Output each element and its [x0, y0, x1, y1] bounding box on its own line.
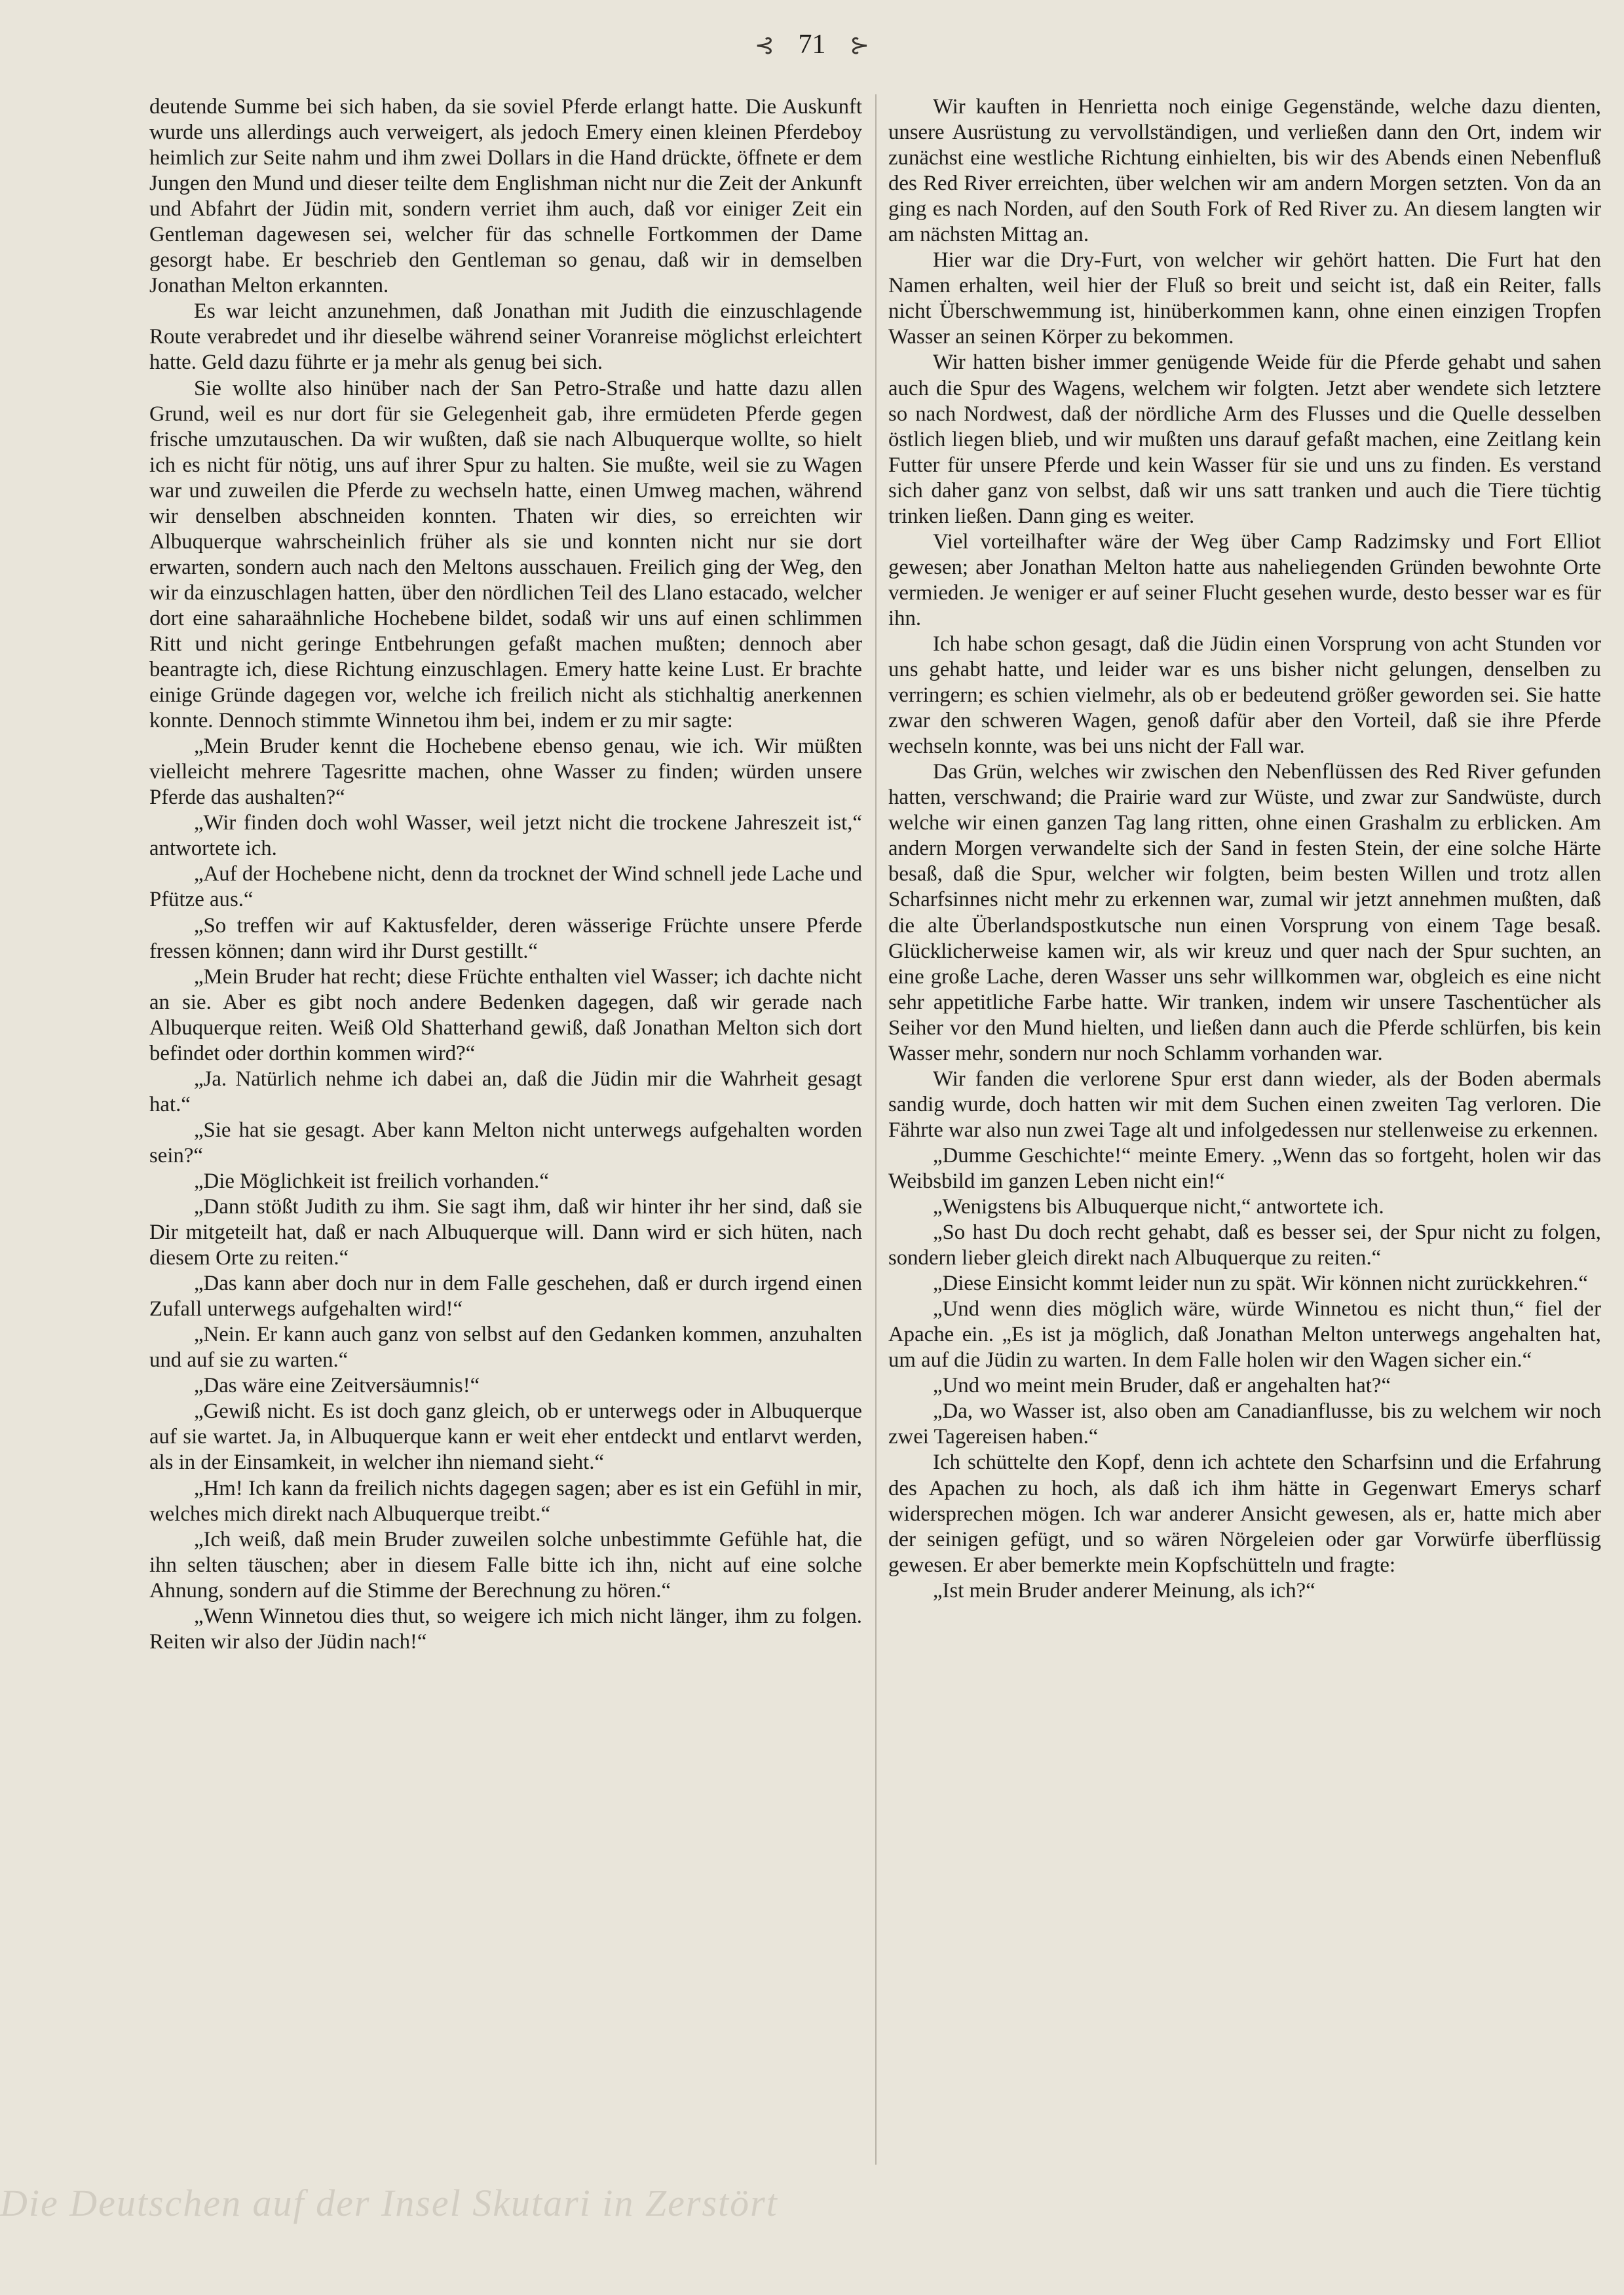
page-header [0, 25, 1624, 65]
page-number: 71 [798, 29, 826, 60]
paragraph: Es war leicht anzunehmen, daß Jonathan mit Judith die einzuschlagende Route verabredet und ihr dieselbe während seiner Voranreise möglichst erleichtert hatte. Geld dazu führte er ja mehr als genug bei sich. [149, 299, 862, 375]
right-ornament-icon: ⊱ [850, 32, 870, 58]
right-column [888, 94, 1601, 1604]
paragraph: „Auf der Hochebene nicht, denn da trocknet der Wind schnell jede Lache und Pfütze aus.“ [149, 862, 862, 912]
paragraph: Wir hatten bisher immer genügende Weide für die Pferde gehabt und sahen auch die Spur des Wagens, welchem wir folgten. Jetzt aber wendete sich letztere so nach Nordwest, daß der nördliche Arm des Flusses und die Quelle desselben östlich liegen blieb, und wir mußten uns darauf gefaßt machen, eine Zeitlang kein Futter für unsere Pferde und kein Wasser für sie und uns zu finden. Es verstand sich daher ganz von selbst, daß wir uns satt tranken und auch die Tiere tüchtig trinken ließen. Dann ging es weiter. [888, 351, 1601, 528]
column-divider [875, 94, 877, 2165]
paragraph: Wir fanden die verlorene Spur erst dann wieder, als der Boden abermals sandig wurde, doch hatten wir mit dem Suchen einen zweiten Tag verloren. Die Fährte war also nun zwei Tage alt und infolgedessen nur stellenweise zu erkennen. [888, 1067, 1601, 1142]
paragraph: „Ja. Natürlich nehme ich dabei an, daß die Jüdin mir die Wahrheit gesagt hat.“ [149, 1067, 862, 1116]
paragraph: „Wenn Winnetou dies thut, so weigere ich mich nicht länger, ihm zu folgen. Reiten wir also der Jüdin nach!“ [149, 1604, 862, 1654]
paragraph: Ich habe schon gesagt, daß die Jüdin einen Vorsprung von acht Stunden vor uns gehabt hatte, und leider war es uns bisher nicht gelungen, denselben zu verringern; es schien vielmehr, als ob er bedeutend größer geworden sei. Sie hatte zwar den schweren Wagen, genoß dafür aber den Vorteil, daß sie ihre Pferde wechseln konnte, was bei uns nicht der Fall war. [888, 632, 1601, 759]
left-ornament-icon: ⊰ [754, 32, 774, 58]
paragraph: „Ich weiß, daß mein Bruder zuweilen solche unbestimmte Gefühle hat, die ihn selten täuschen; aber in diesem Falle bitte ich ihn, nicht auf eine solche Ahnung, sondern auf die Stimme der Berechnung zu hören.“ [149, 1527, 862, 1603]
paragraph: „Da, wo Wasser ist, also oben am Canadianflusse, bis zu welchem wir noch zwei Tagereisen haben.“ [888, 1399, 1601, 1449]
paragraph: „Das kann aber doch nur in dem Falle geschehen, daß er durch irgend einen Zufall unterwegs aufgehalten wird!“ [149, 1272, 862, 1321]
paragraph: „Nein. Er kann auch ganz von selbst auf den Gedanken kommen, anzuhalten und auf sie zu warten.“ [149, 1323, 862, 1373]
paragraph: „So hast Du doch recht gehabt, daß es besser sei, der Spur nicht zu folgen, sondern lieber gleich direkt nach Albuquerque zu reiten.“ [888, 1221, 1601, 1270]
paragraph: deutende Summe bei sich haben, da sie soviel Pferde erlangt hatte. Die Auskunft wurde uns allerdings auch verweigert, als jedoch Emery einen kleinen Pferdeboy heimlich zur Seite nahm und ihm zwei Dollars in die Hand drückte, öffnete er dem Jungen den Mund und dieser teilte dem Englishman nicht nur die Zeit der Ankunft und Abfahrt der Jüdin mit, sondern verriet ihm auch, daß vor einiger Zeit ein Gentleman dagewesen sei, welcher für das schnelle Fortkommen der Dame gesorgt habe. Er beschrieb den Gentleman so genau, daß wir in demselben Jonathan Melton erkannten. [149, 95, 862, 298]
paragraph: „Und wo meint mein Bruder, daß er angehalten hat?“ [933, 1374, 1391, 1398]
paragraph: „Dann stößt Judith zu ihm. Sie sagt ihm, daß wir hinter ihr her sind, daß sie Dir mitgeteilt hat, daß er nach Albuquerque will. Dann wird er sich hüten, nach diesem Orte zu reiten.“ [149, 1195, 862, 1270]
paragraph: „Gewiß nicht. Es ist doch ganz gleich, ob er unterwegs oder in Albuquerque auf sie wartet. Ja, in Albuquerque kann er weit eher entdeckt und entlarvt werden, als in der Einsamkeit, in welcher ihn niemand sieht.“ [149, 1399, 862, 1475]
faded-show-through-text: Die Deutschen auf der Insel Skutari in Zerstört [0, 2182, 778, 2224]
paragraph: Hier war die Dry-Furt, von welcher wir gehört hatten. Die Furt hat den Namen erhalten, weil hier der Fluß so breit und seicht ist, daß ein Reiter, falls nicht Überschwemmung ist, hinüberkommen kann, ohne einen einzigen Tropfen Wasser an seinen Körper zu bekommen. [888, 248, 1601, 349]
paragraph: Viel vorteilhafter wäre der Weg über Camp Radzimsky und Fort Elliot gewesen; aber Jonathan Melton hatte aus naheliegenden Gründen bewohnte Orte vermieden. Je weniger er auf seiner Flucht gesehen wurde, desto besser war es für ihn. [888, 529, 1601, 630]
paragraph: „Sie hat sie gesagt. Aber kann Melton nicht unterwegs aufgehalten worden sein?“ [149, 1118, 862, 1167]
paragraph: „Dumme Geschichte!“ meinte Emery. „Wenn das so fortgeht, holen wir das Weibsbild im ganzen Leben nicht ein!“ [888, 1143, 1601, 1193]
paragraph: „Wenigstens bis Albuquerque nicht,“ antwortete ich. [933, 1195, 1384, 1219]
paragraph: „Ist mein Bruder anderer Meinung, als ich?“ [933, 1578, 1315, 1603]
left-column [149, 94, 862, 1655]
paragraph: „So treffen wir auf Kaktusfelder, deren wässerige Früchte unsere Pferde fressen können; dann wird ihr Durst gestillt.“ [149, 913, 862, 963]
paragraph: „Hm! Ich kann da freilich nichts dagegen sagen; aber es ist ein Gefühl in mir, welches mich direkt nach Albuquerque treibt.“ [149, 1476, 862, 1526]
paragraph: „Die Möglichkeit ist freilich vorhanden.“ [194, 1169, 549, 1193]
paragraph: Wir kauften in Henrietta noch einige Gegenstände, welche dazu dienten, unsere Ausrüstung zu vervollständigen, und verließen dann den Ort, indem wir zunächst eine westliche Richtung einhielten, bis wir des Abends einen Nebenfluß des Red River erreichten, über welchen wir am andern Morgen setzten. Von da an ging es nach Norden, auf den South Fork of Red River zu. An diesem langten wir am nächsten Mittag an. [888, 95, 1601, 247]
paragraph: Das Grün, welches wir zwischen den Nebenflüssen des Red River gefunden hatten, verschwand; die Prairie ward zur Wüste, und zwar zur Sandwüste, durch welche wir einen ganzen Tag lang ritten, ohne einen Grashalm zu erblicken. Am andern Morgen verwandelte sich der Sand in festen Stein, der eine solche Härte besaß, daß die Spur, welcher wir folgten, beim besten Willen und trotz allen Scharfsinnes nicht mehr zu erkennen war, zumal wir jetzt annehmen mußten, daß die alte Überlandspostkutsche nun einen Vorsprung von einem Tage besaß. Glücklicherweise kamen wir, als wir kreuz und quer nach der Spur suchten, an eine große Lache, deren Wasser uns sehr willkommen war, obgleich es eine nicht sehr appetitliche Farbe hatte. Wir tranken, indem wir unsere Taschentücher als Seiher vor den Mund hielten, und ließen dann auch die Pferde schlürfen, bis kein Wasser mehr, sondern nur noch Schlamm vorhanden war. [888, 760, 1601, 1065]
paragraph: „Mein Bruder kennt die Hochebene ebenso genau, wie ich. Wir müßten vielleicht mehrere Tagesritte machen, ohne Wasser zu finden; würden unsere Pferde das aushalten?“ [149, 734, 862, 810]
paragraph: „Wir finden doch wohl Wasser, weil jetzt nicht die trockene Jahreszeit ist,“ antwortete ich. [149, 811, 862, 861]
paragraph: Sie wollte also hinüber nach der San Petro-Straße und hatte dazu allen Grund, weil es nur dort für sie Gelegenheit gab, ihre ermüdeten Pferde gegen frische umzutauschen. Da wir wußten, daß sie nach Albuquerque wollte, so hielt ich es nicht für nötig, uns auf ihrer Spur zu halten. Sie mußte, weil sie zu Wagen war und zuweilen die Pferde zu wechseln hatte, einen Umweg machen, während wir denselben abschneiden konnten. Thaten wir dies, so erreichten wir Albuquerque wahrscheinlich früher als sie und konnten nicht nur sie dort erwarten, sondern auch nach den Meltons ausschauen. Freilich ging der Weg, den wir da einzuschlagen hatten, über den nördlichen Teil des Llano estacado, welcher dort eine saharaähnliche Hochebene bildet, sodaß wir uns auf einen schlimmen Ritt und nicht geringe Entbehrungen gefaßt machen mußten; dennoch aber beantragte ich, diese Richtung einzuschlagen. Emery hatte keine Lust. Er brachte einige Gründe dagegen vor, welche ich freilich nicht als stichhaltig anerkennen konnte. Dennoch stimmte Winnetou ihm bei, indem er zu mir sagte: [149, 376, 862, 733]
paragraph: „Diese Einsicht kommt leider nun zu spät. Wir können nicht zurückkehren.“ [933, 1272, 1588, 1296]
paragraph: „Das wäre eine Zeitversäumnis!“ [194, 1374, 480, 1398]
paragraph: „Mein Bruder hat recht; diese Früchte enthalten viel Wasser; ich dachte nicht an sie. Aber es gibt noch andere Bedenken dagegen, daß wir gerade nach Albuquerque reiten. Weiß Old Shatterhand gewiß, daß Jonathan Melton sich dort befindet oder dorthin kommen wird?“ [149, 964, 862, 1065]
paragraph: Ich schüttelte den Kopf, denn ich achtete den Scharfsinn und die Erfahrung des Apachen zu hoch, als daß ich ihm hätte in Gegenwart Emerys scharf widersprechen mögen. Ich war anderer Ansicht gewesen, als er, hatte mich aber der seinigen gefügt, und so wären Nörgeleien oder gar Vorwürfe überflüssig gewesen. Er aber bemerkte mein Kopfschütteln und fragte: [888, 1451, 1601, 1577]
paragraph: „Und wenn dies möglich wäre, würde Winnetou es nicht thun,“ fiel der Apache ein. „Es ist ja möglich, daß Jonathan Melton unterwegs angehalten hat, um auf die Jüdin zu warten. In dem Falle holen wir den Wagen sicher ein.“ [888, 1297, 1601, 1373]
